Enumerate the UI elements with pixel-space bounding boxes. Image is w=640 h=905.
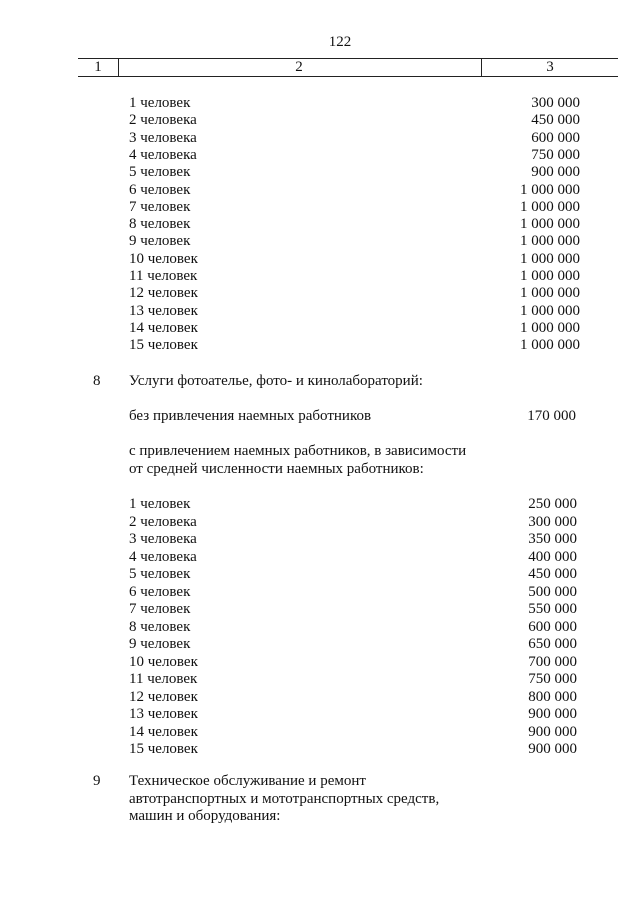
rate-row-value: 600 000 (531, 129, 580, 146)
rate-row-label: 11 человек (129, 268, 198, 284)
item-title: Услуги фотоателье, фото- и кинолабораторий: (129, 373, 423, 389)
rate-row-value: 1 000 000 (520, 198, 580, 215)
rate-row-value: 1 000 000 (520, 216, 580, 233)
item-number: 9 (93, 773, 101, 789)
rate-row-value: 900 000 (531, 164, 580, 181)
rate-row-value: 1 000 000 (520, 250, 580, 267)
rate-row-value: 750 000 (531, 146, 580, 163)
rate-row-label: 14 человек (129, 319, 198, 336)
rate-row-label: 13 человек (129, 706, 198, 722)
rate-row-value: 1 000 000 (520, 181, 580, 198)
description-line: с привлечением наемных работников, в зависимости (129, 443, 467, 459)
column-header-table (78, 58, 618, 77)
title-line: машин и оборудования: (129, 808, 281, 824)
rate-row-label: 12 человек (129, 285, 198, 302)
rate-row-label: 11 человек (129, 671, 198, 687)
rate-row-value: 750 000 (528, 671, 577, 687)
rate-row-value: 400 000 (528, 548, 577, 565)
rate-row-label: 12 человек (129, 688, 198, 705)
rate-row-label: 8 человек (129, 618, 191, 635)
description-line: от средней численности наемных работников: (129, 460, 424, 477)
rate-row-label: 2 человека (129, 112, 197, 129)
rate-row-label: 7 человек (129, 601, 191, 617)
item9-title (129, 773, 439, 826)
rate-row-label: 1 человек (129, 496, 191, 512)
rate-row-value: 1 000 000 (520, 302, 580, 319)
rate-row-value: 650 000 (528, 636, 577, 652)
with-workers-description (129, 443, 466, 478)
rate-row-value: 900 000 (528, 741, 577, 757)
rate-row-label: 15 человек (129, 741, 198, 757)
rate-row-label: 3 человека (129, 531, 197, 547)
rate-row-value: 1 000 000 (520, 319, 580, 336)
rate-row-label: 10 человек (129, 250, 198, 267)
title-line: Техническое обслуживание и ремонт (129, 773, 366, 789)
rate-row-label: 13 человек (129, 302, 198, 319)
rate-row-value: 300 000 (531, 95, 580, 111)
rate-row-value: 1 000 000 (520, 233, 580, 250)
rate-row-label: 5 человек (129, 164, 191, 181)
rate-row-value: 500 000 (528, 583, 577, 600)
rate-row-value: 1 000 000 (520, 285, 580, 302)
item-number: 8 (93, 373, 101, 389)
rate-row-value: 1 000 000 (520, 337, 580, 354)
rate-row-value: 1 000 000 (520, 268, 580, 284)
rate-row-value: 900 000 (528, 706, 577, 722)
rate-row-label: 9 человек (129, 233, 191, 250)
column-header-2: 2 (295, 59, 303, 75)
rate-row-value: 550 000 (528, 601, 577, 617)
rate-row-label: 15 человек (129, 337, 198, 354)
rate-row-label: 14 человек (129, 723, 198, 740)
rate-row-label: 7 человек (129, 198, 191, 215)
without-workers-label: без привлечения наемных работников (129, 408, 372, 424)
rate-row-value: 450 000 (531, 112, 580, 129)
rate-row-value: 700 000 (528, 653, 577, 670)
rate-row-value: 350 000 (528, 531, 577, 547)
rate-row-label: 5 человек (129, 566, 191, 582)
rate-row-label: 9 человек (129, 636, 191, 652)
page-number: 122 (328, 34, 352, 50)
rate-row-value: 800 000 (528, 688, 577, 705)
without-workers-value: 170 000 (527, 408, 576, 424)
rate-row-value: 900 000 (528, 723, 577, 740)
column-header-1: 1 (94, 59, 102, 75)
rate-row-value: 450 000 (528, 566, 577, 582)
rate-row-value: 600 000 (528, 618, 577, 635)
rate-row-label: 4 человека (129, 146, 197, 163)
rate-row-label: 10 человек (129, 653, 198, 670)
rate-row-label: 8 человек (129, 216, 191, 233)
rate-row-label: 4 человека (129, 548, 197, 565)
rate-row-label: 1 человек (129, 95, 191, 111)
rate-row-label: 2 человека (129, 513, 197, 530)
rate-row-label: 6 человек (129, 583, 191, 600)
rate-row-value: 300 000 (528, 513, 577, 530)
column-header-3: 3 (546, 59, 554, 75)
rate-row-value: 250 000 (528, 496, 577, 512)
rate-row-label: 6 человек (129, 181, 191, 198)
rate-row-label: 3 человека (129, 129, 197, 146)
title-line: автотранспортных и мототранспортных средств, (129, 790, 440, 807)
